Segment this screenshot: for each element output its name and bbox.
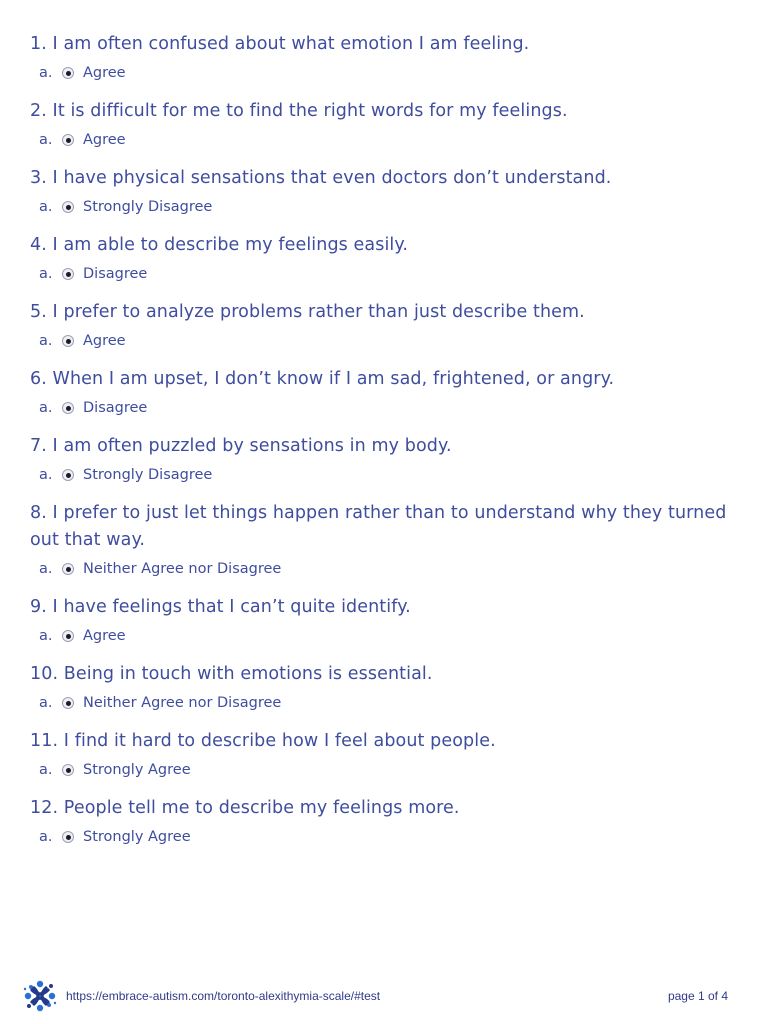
radio-selected-icon[interactable] xyxy=(62,697,74,709)
answer-label: Agree xyxy=(83,132,126,148)
question-item xyxy=(30,795,742,847)
answer-label: Neither Agree nor Disagree xyxy=(83,695,282,711)
question-item xyxy=(30,728,742,780)
answer-label: Disagree xyxy=(83,400,148,416)
option-letter: a. xyxy=(39,695,53,711)
radio-selected-icon[interactable] xyxy=(62,335,74,347)
option-letter: a. xyxy=(39,132,53,148)
question-text: 10. Being in touch with emotions is essential. xyxy=(30,664,433,684)
radio-selected-icon[interactable] xyxy=(62,630,74,642)
answer-option[interactable] xyxy=(39,197,742,217)
question-text: 5. I prefer to analyze problems rather than just describe them. xyxy=(30,302,585,322)
page-footer xyxy=(22,978,728,1014)
question-text: 2. It is difficult for me to find the right words for my feelings. xyxy=(30,101,568,121)
question-item xyxy=(30,500,742,579)
option-letter: a. xyxy=(39,467,53,483)
question-text: 3. I have physical sensations that even doctors don’t understand. xyxy=(30,168,612,188)
radio-selected-icon[interactable] xyxy=(62,134,74,146)
answer-label: Strongly Agree xyxy=(83,762,191,778)
answer-label: Agree xyxy=(83,65,126,81)
option-letter: a. xyxy=(39,628,53,644)
radio-selected-icon[interactable] xyxy=(62,563,74,575)
answer-option[interactable] xyxy=(39,264,742,284)
answer-option[interactable] xyxy=(39,827,742,847)
question-item xyxy=(30,366,742,418)
question-item xyxy=(30,98,742,150)
embrace-autism-logo-icon xyxy=(22,978,58,1014)
question-text: 1. I am often confused about what emotion I am feeling. xyxy=(30,34,530,54)
option-letter: a. xyxy=(39,333,53,349)
answer-option[interactable] xyxy=(39,465,742,485)
question-text: 8. I prefer to just let things happen rather than to understand why they turned out that way. xyxy=(30,503,727,550)
question-text: 7. I am often puzzled by sensations in my body. xyxy=(30,436,452,456)
option-letter: a. xyxy=(39,199,53,215)
answer-label: Strongly Disagree xyxy=(83,467,213,483)
radio-selected-icon[interactable] xyxy=(62,67,74,79)
question-text: 6. When I am upset, I don’t know if I am sad, frightened, or angry. xyxy=(30,369,615,389)
question-item xyxy=(30,433,742,485)
answer-option[interactable] xyxy=(39,626,742,646)
option-letter: a. xyxy=(39,65,53,81)
answer-option[interactable] xyxy=(39,559,742,579)
question-text: 12. People tell me to describe my feelings more. xyxy=(30,798,460,818)
option-letter: a. xyxy=(39,829,53,845)
radio-selected-icon[interactable] xyxy=(62,268,74,280)
answer-label: Neither Agree nor Disagree xyxy=(83,561,282,577)
question-list xyxy=(30,31,742,862)
answer-label: Strongly Disagree xyxy=(83,199,213,215)
option-letter: a. xyxy=(39,400,53,416)
question-text: 11. I find it hard to describe how I feel about people. xyxy=(30,731,496,751)
answer-option[interactable] xyxy=(39,331,742,351)
answer-option[interactable] xyxy=(39,760,742,780)
question-item xyxy=(30,31,742,83)
answer-option[interactable] xyxy=(39,398,742,418)
answer-label: Agree xyxy=(83,333,126,349)
radio-selected-icon[interactable] xyxy=(62,764,74,776)
radio-selected-icon[interactable] xyxy=(62,402,74,414)
question-item xyxy=(30,661,742,713)
answer-label: Disagree xyxy=(83,266,148,282)
radio-selected-icon[interactable] xyxy=(62,201,74,213)
answer-label: Agree xyxy=(83,628,126,644)
radio-selected-icon[interactable] xyxy=(62,469,74,481)
option-letter: a. xyxy=(39,561,53,577)
option-letter: a. xyxy=(39,266,53,282)
answer-option[interactable] xyxy=(39,130,742,150)
footer-url-link[interactable]: https://embrace-autism.com/toronto-alexithymia-scale/#test xyxy=(66,989,381,1003)
question-item xyxy=(30,594,742,646)
answer-label: Strongly Agree xyxy=(83,829,191,845)
answer-option[interactable] xyxy=(39,693,742,713)
question-item xyxy=(30,165,742,217)
page-number: page 1 of 4 xyxy=(667,989,728,1003)
question-text: 9. I have feelings that I can’t quite identify. xyxy=(30,597,411,617)
question-item xyxy=(30,232,742,284)
option-letter: a. xyxy=(39,762,53,778)
radio-selected-icon[interactable] xyxy=(62,831,74,843)
question-text: 4. I am able to describe my feelings easily. xyxy=(30,235,409,255)
answer-option[interactable] xyxy=(39,63,742,83)
question-item xyxy=(30,299,742,351)
